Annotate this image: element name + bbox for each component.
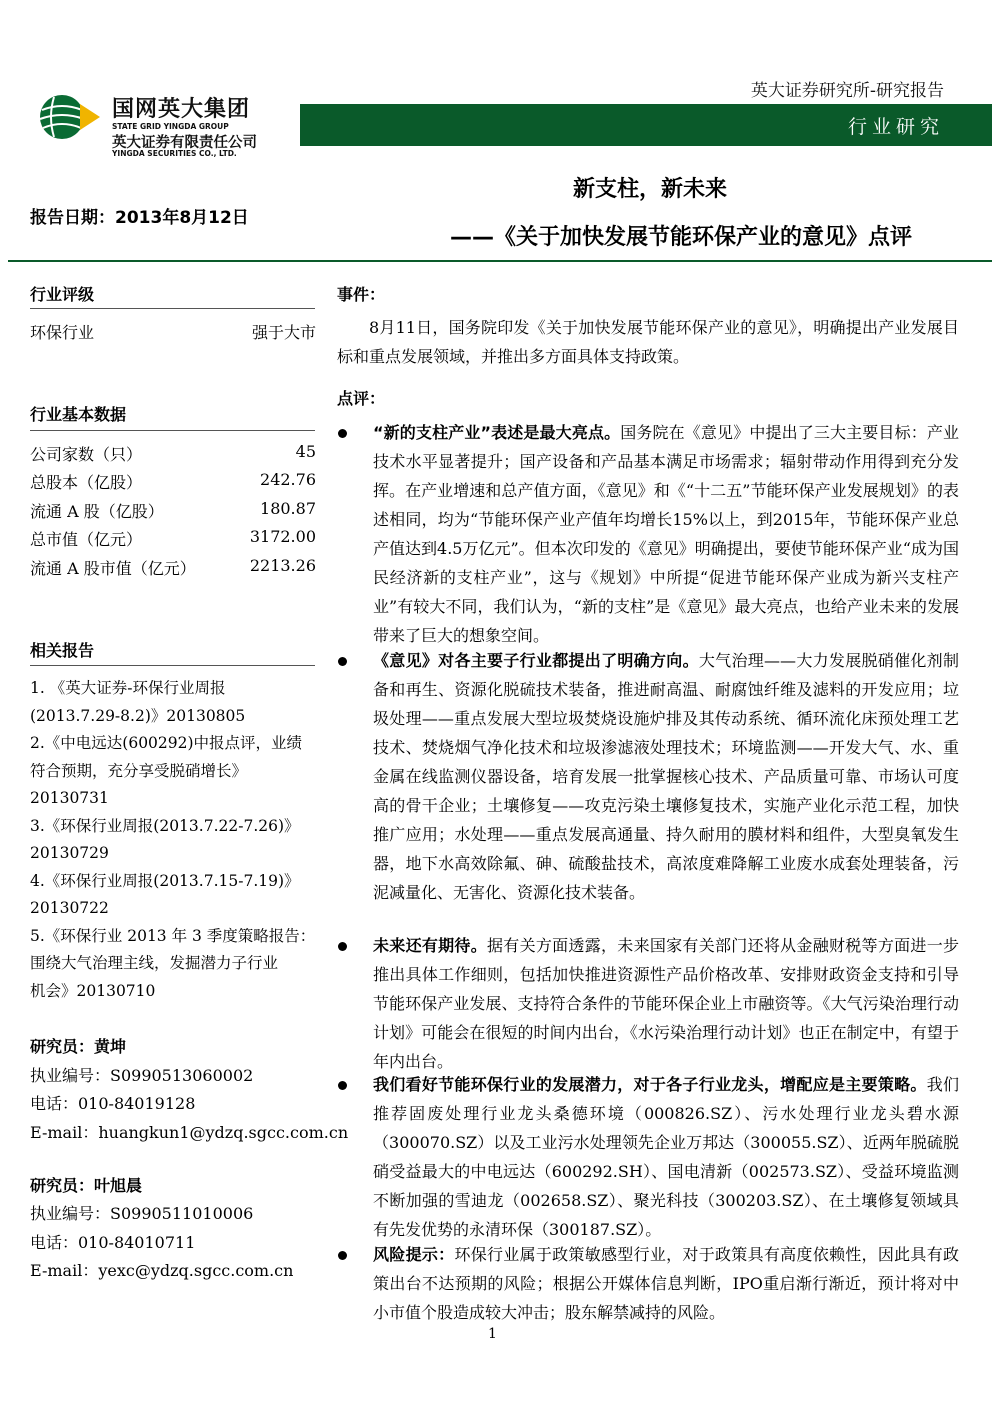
- data-label: 公司家数（只）: [30, 445, 143, 464]
- analyst-heading: 研究员：黄坤: [30, 1037, 127, 1056]
- analyst-license: 执业编号：S0990511010006: [30, 1204, 254, 1223]
- related-report-line[interactable]: 2.《中电远达(600292)中报点评，业绩: [30, 734, 303, 752]
- related-report-line[interactable]: 20130722: [30, 899, 109, 917]
- divider: [30, 665, 315, 666]
- logo-group-name-en: STATE GRID YINGDA GROUP: [112, 122, 229, 131]
- comment-item-lead: “新的支柱产业”表述是最大亮点。: [373, 423, 621, 442]
- data-row: [30, 556, 316, 579]
- comment-item-lead: 未来还有期待。: [373, 936, 487, 955]
- data-value: 3172.00: [249, 527, 316, 546]
- related-report-line[interactable]: 5.《环保行业 2013 年 3 季度策略报告：: [30, 926, 316, 945]
- report-date: 报告日期：2013年8月12日: [30, 208, 249, 228]
- related-report-line[interactable]: 4.《环保行业周报(2013.7.15-7.19)》: [30, 871, 300, 890]
- analyst-heading: 研究员：叶旭晨: [30, 1176, 143, 1195]
- report-source-label: 英大证券研究所-研究报告: [750, 81, 944, 101]
- data-row: [30, 470, 316, 493]
- data-label: 流通 A 股（亿股）: [30, 502, 164, 521]
- rating-row: [30, 320, 316, 343]
- analyst-license: 执业编号：S0990513060002: [30, 1066, 254, 1085]
- data-row: [30, 527, 316, 550]
- page-subtitle: ——《关于加快发展节能环保产业的意见》点评: [449, 225, 912, 250]
- comment-item-lead: 我们看好节能环保行业的发展潜力，对于各子行业龙头，增配应是主要策略。: [373, 1075, 927, 1094]
- data-value: 45: [295, 442, 316, 461]
- related-report-line[interactable]: 20130731: [30, 789, 109, 807]
- page-title: 新支柱，新未来: [572, 177, 727, 202]
- analyst-email[interactable]: E-mail：yexc@ydzq.sgcc.com.cn: [30, 1261, 294, 1280]
- logo-securities-name: 英大证券有限责任公司: [112, 135, 257, 151]
- comment-item: [373, 646, 959, 931]
- related-report-line[interactable]: 1. 《英大证券-环保行业周报: [30, 679, 226, 697]
- data-label: 流通 A 股市值（亿元）: [30, 559, 196, 578]
- data-label: 总市值（亿元）: [30, 530, 143, 549]
- section-banner: [300, 104, 992, 146]
- data-row: [30, 442, 316, 465]
- header-divider: [8, 260, 992, 262]
- related-report-line[interactable]: (2013.7.29-8.2)》20130805: [30, 706, 246, 725]
- data-label: 总股本（亿股）: [30, 473, 143, 492]
- logo-securities-name-en: YINGDA SECURITIES CO., LTD.: [112, 149, 237, 158]
- related-report-line[interactable]: 3.《环保行业周报(2013.7.22-7.26)》: [30, 816, 300, 835]
- bullet-icon: [338, 429, 347, 438]
- comment-item: [373, 1070, 959, 1240]
- analyst-email[interactable]: E-mail：huangkun1@ydzq.sgcc.com.cn: [30, 1123, 349, 1142]
- comment-item-text: 据有关方面透露，未来国家有关部门还将从金融财税等方面进一步推出具体工作细则，包括加快推进资源性产品价格改革、安排财政资金支持和引导节能环保产业发展、支持符合条件的节能环保企业上市融资等。《大气污染治理行动计划》可能会在很短的时间内出台，《水污染治理行动计划》也正在制定中，有望于年内出台。: [373, 936, 959, 1071]
- comment-item: [373, 1240, 959, 1328]
- related-report-line[interactable]: 20130729: [30, 844, 109, 862]
- related-report-line[interactable]: 围绕大气治理主线，发掘潜力子行业: [30, 954, 279, 972]
- divider: [30, 430, 315, 431]
- bullet-icon: [338, 657, 347, 666]
- comment-item-text: 国务院在《意见》中提出了三大主要目标：产业技术水平显著提升；国产设备和产品基本满足市场需求；辐射带动作用得到充分发挥。在产业增速和总产值方面，《意见》和《“十二五”节能环保产业发展规划》的表述相同，均为“节能环保产业产值年均增长15%以上，到2015年，节能环保产业总产值达到4.5万亿元”。但本次印发的《意见》明确提出，要使节能环保产业“成为国民经济新的支柱产业”，这与《规划》中所提“促进节能环保产业成为新兴支柱产业”有较大不同，我们认为，“新的支柱”是《意见》最大亮点，也给产业未来的发展带来了巨大的想象空间。: [373, 423, 959, 645]
- related-report-line[interactable]: 符合预期，充分享受脱硝增长》: [30, 761, 248, 780]
- rating-value: 强于大市: [251, 323, 316, 342]
- comment-item-text: 我们推荐固废处理行业龙头桑德环境（000826.SZ）、污水处理行业龙头碧水源（300070.SZ）以及工业污水处理领先企业万邦达（300055.SZ）、近两年脱硫脱硝受益最大的中电远达（600292.SH）、国电清新（002573.SZ）、受益环境监测不断加强的雪迪龙（002658.SZ）、聚光科技（300203.SZ）、在土壤修复领域具有先发优势的永清环保（300187.SZ）。: [373, 1075, 959, 1239]
- rating-heading: 行业评级: [30, 285, 95, 304]
- bullet-icon: [338, 1081, 347, 1090]
- page-number: 1: [488, 1326, 497, 1342]
- logo-company-name: 国网英大集团: [112, 97, 251, 122]
- data-value: 180.87: [260, 499, 316, 518]
- divider: [30, 308, 315, 309]
- company-logo-icon: [38, 92, 100, 142]
- event-paragraph: 8月11日，国务院印发《关于加快发展节能环保产业的意见》，明确提出产业发展目标和重点发展领域，并推出多方面具体支持政策。: [337, 318, 959, 366]
- basic-data-heading: 行业基本数据: [30, 405, 127, 424]
- related-reports-heading: 相关报告: [30, 641, 95, 660]
- section-label: 行业研究: [847, 116, 944, 138]
- data-value: 242.76: [260, 470, 316, 489]
- bullet-icon: [338, 942, 347, 951]
- data-row: [30, 499, 316, 522]
- analyst-phone: 电话：010-84010711: [30, 1233, 196, 1252]
- comment-item-text: 环保行业属于政策敏感型行业，对于政策具有高度依赖性，因此具有政策出台不达预期的风险；根据公开媒体信息判断，IPO重启渐行渐近，预计将对中小市值个股造成较大冲击；股东解禁减持的风险。: [373, 1245, 959, 1322]
- bullet-icon: [338, 1251, 347, 1260]
- rating-label: 环保行业: [30, 323, 95, 342]
- comment-item: [373, 931, 959, 1071]
- comment-item-lead: 风险提示：: [373, 1245, 455, 1264]
- comment-item: [373, 418, 959, 646]
- comment-item-lead: 《意见》对各主要子行业都提出了明确方向。: [373, 651, 699, 670]
- related-report-line[interactable]: 机会》20130710: [30, 981, 156, 1000]
- data-value: 2213.26: [249, 556, 316, 575]
- event-heading: 事件：: [337, 285, 386, 304]
- analyst-phone: 电话：010-84019128: [30, 1094, 196, 1113]
- comment-heading: 点评：: [337, 389, 386, 408]
- related-reports-list: [30, 675, 322, 1005]
- comment-item-text: 大气治理——大力发展脱硝催化剂制备和再生、资源化脱硫技术装备，推进耐高温、耐腐蚀纤维及滤料的开发应用；垃圾处理——重点发展大型垃圾焚烧设施炉排及其传动系统、循环流化床预处理工艺技术、焚烧烟气净化技术和垃圾渗滤液处理技术；环境监测——开发大气、水、重金属在线监测仪器设备，培育发展一批掌握核心技术、产品质量可靠、市场认可度高的骨干企业；土壤修复——攻克污染土壤修复技术，实施产业化示范工程，加快推广应用；水处理——重点发展高通量、持久耐用的膜材料和组件，大型臭氧发生器，地下水高效除氟、砷、硫酸盐技术，高浓度难降解工业废水成套处理装备，污泥减量化、无害化、资源化技术装备。: [373, 651, 959, 902]
